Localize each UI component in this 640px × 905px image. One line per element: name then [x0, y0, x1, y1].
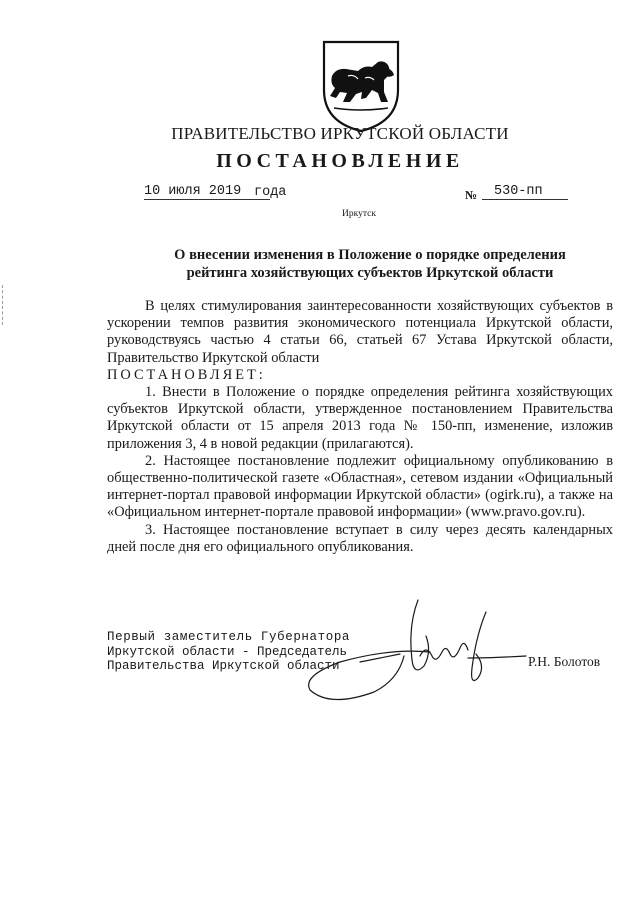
- document-heading: [150, 246, 590, 282]
- irkutsk-coat-of-arms-icon: [318, 38, 404, 134]
- preamble: В целях стимулирования заинтересованности хозяйствующих субъектов в ускорении темпов развития экономического потенциала Иркутской области, руководствуясь частью 4 статьи 66, статьей 67 Устава Иркутской области, Правительство Иркутской области: [107, 298, 613, 366]
- handwritten-signature: [300, 596, 530, 708]
- heading-line-1: О внесении изменения в Положение о порядке определения: [174, 247, 566, 263]
- item-3: 3. Настоящее постановление вступает в силу через десять календарных дней после дня его официального опубликования.: [107, 521, 613, 555]
- city: Иркутск: [342, 209, 376, 219]
- government-name: ПРАВИТЕЛЬСТВО ИРКУТСКОЙ ОБЛАСТИ: [171, 124, 509, 143]
- item-1: 1. Внести в Положение о порядке определения рейтинга хозяйствующих субъектов Иркутской области, утвержденное постановлением Правительства Иркутской области от 15 апреля 2013 года № 150-пп, изменение, изложив приложения 3, 4 в новой редакции (прилагаются).: [107, 384, 613, 452]
- heading-line-2: рейтинга хозяйствующих субъектов Иркутской области: [186, 265, 554, 281]
- item-2: 2. Настоящее постановление подлежит официальному опубликованию в общественно-политической газете «Областная», сетевом издании «Официальный интернет-портал правовой информации Иркутской области» (ogirk.ru), а также на «Официальном интернет-портале правовой информации» (www.pravo.gov.ru).: [107, 452, 613, 521]
- date-suffix: года: [254, 185, 287, 200]
- signatory-title-line-2: Иркутской области - Председатель: [107, 644, 348, 659]
- document-body: [107, 298, 613, 556]
- document-date: 10 июля 2019: [144, 184, 270, 200]
- number-sign: №: [465, 188, 478, 202]
- signatory-title-line-1: Первый заместитель Губернатора: [107, 630, 351, 644]
- resolves-word: ПОСТАНОВЛЯЕТ:: [107, 366, 266, 383]
- signatory-name: Р.Н. Болотов: [528, 654, 601, 669]
- document-type: ПОСТАНОВЛЕНИЕ: [216, 150, 464, 172]
- document-number: 530-пп: [482, 184, 568, 200]
- signatory-title-line-3: Правительства Иркутской области: [107, 659, 340, 673]
- margin-mark: [2, 285, 5, 325]
